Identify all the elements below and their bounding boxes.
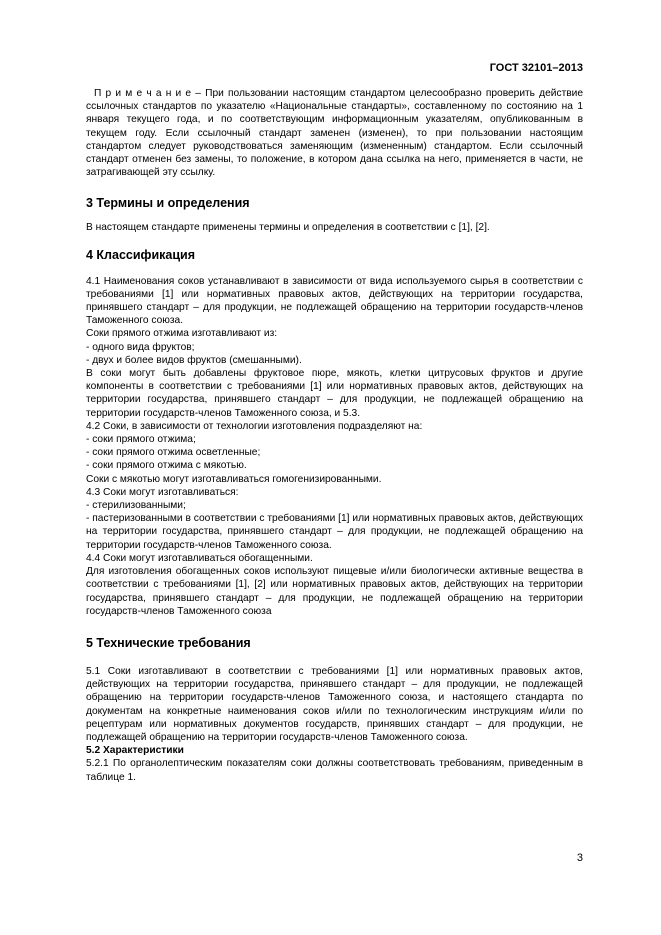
list-item: - соки прямого отжима осветленные; [86, 447, 261, 459]
note-paragraph [86, 87, 583, 179]
list-item: - стерилизованными; [86, 500, 186, 512]
list-item: - соки прямого отжима с мякотью. [86, 460, 247, 472]
section-3-paragraph: В настоящем стандарте применены термины и определения в соответствии с [1], [2]. [86, 222, 490, 234]
subsection-5-2-heading: 5.2 Характеристики [86, 745, 184, 757]
paragraph-4-1 [86, 275, 583, 328]
paragraph-4-1-text: 4.1 Наименования соков устанавливают в зависимости от вида используемого сырья в соответствии с требованиями [1] или нормативных правовых актов, действующих на территории государства, принявшего стандарт – для продукции, не подлежащей обращению на территории государств-членов Таможенного союза. [86, 275, 583, 327]
paragraph-5-1: 5.1 Соки изготавливают в соответствии с требованиями [1] или нормативных правовых актов, действующих на территории государства, принявшего стандарт – для продукции, не подлежащей обращению на территории государств-членов Таможенного союза, и настоящего стандарта по документам на конкретные наименования соков и/или по технологическим инструкциям и/или по рецептурам или нормативных документов государств, принявших стандарт – для продукции, не подлежащей обращению на территории государств-членов Таможенного союза. [86, 665, 583, 743]
standard-header: ГОСТ 32101–2013 [489, 62, 583, 74]
paragraph-juice-sources: Соки прямого отжима изготавливают из: [86, 328, 278, 340]
page-body [86, 87, 583, 784]
list-item: - соки прямого отжима; [86, 434, 196, 446]
list-item: - двух и более видов фруктов (смешанными). [86, 354, 302, 366]
section-4-heading: 4 Классификация [86, 247, 196, 262]
list-item: - пастеризованными в соответствии с требованиями [1] или нормативных правовых актов, действующих на территории государства, принявшего стандарт – для продукции, не подлежащей обращению на территории государств-членов Таможенного союза. [86, 513, 583, 551]
page-number: 3 [576, 852, 583, 864]
paragraph-homogenized: Соки с мякотью могут изготавливаться гомогенизированными. [86, 473, 382, 485]
paragraph-4-3: 4.3 Соки могут изготавливаться: [86, 486, 239, 498]
section-5-heading: 5 Технические требования [86, 635, 251, 650]
paragraph-4-2: 4.2 Соки, в зависимости от технологии изготовления подразделяют на: [86, 420, 423, 432]
paragraph-fortified: Для изготовления обогащенных соков используют пищевые и/или биологически активные вещества в соответствии с требованиями [1], [2] или нормативных правовых актов, действующих на территории государства, принявшего стандарт – для продукции, не подлежащей обращению на территории государств-членов Таможенного союза [86, 566, 583, 617]
paragraph-5-2-1: 5.2.1 По органолептическим показателям соки должны соответствовать требованиям, приведенным в таблице 1. [86, 758, 583, 783]
note-text: – При пользовании настоящим стандартом целесообразно проверить действие ссылочных стандартов по указателю «Национальные стандарты», составленному по состоянию на 1 января текущего года, и по соответствующим информационным указателям, опубликованным в текущем году. Если ссылочный стандарт заменен (изменен), то при пользовании настоящим стандартом следует руководствоваться заменяющим (измененным) стандартом. Если ссылочный стандарт отменен без замены, то положение, в котором дана ссылка на него, применяется в части, не затрагивающей эту ссылку. [86, 88, 584, 179]
list-item: - одного вида фруктов; [86, 341, 195, 353]
section-3-heading: 3 Термины и определения [86, 196, 250, 211]
note-label: П р и м е ч а н и е [94, 88, 192, 99]
paragraph-4-4: 4.4 Соки могут изготавливаться обогащенными. [86, 552, 313, 564]
paragraph-additives: В соки могут быть добавлены фруктовое пюре, мякоть, клетки цитрусовых фруктов и другие компоненты в соответствии с требованиями [1] или нормативных правовых актов, действующих на территории государства, принявшего стандарт – для продукции, не подлежащей обращению на территории государств-членов Таможенного союза, и 5.3. [86, 368, 583, 419]
